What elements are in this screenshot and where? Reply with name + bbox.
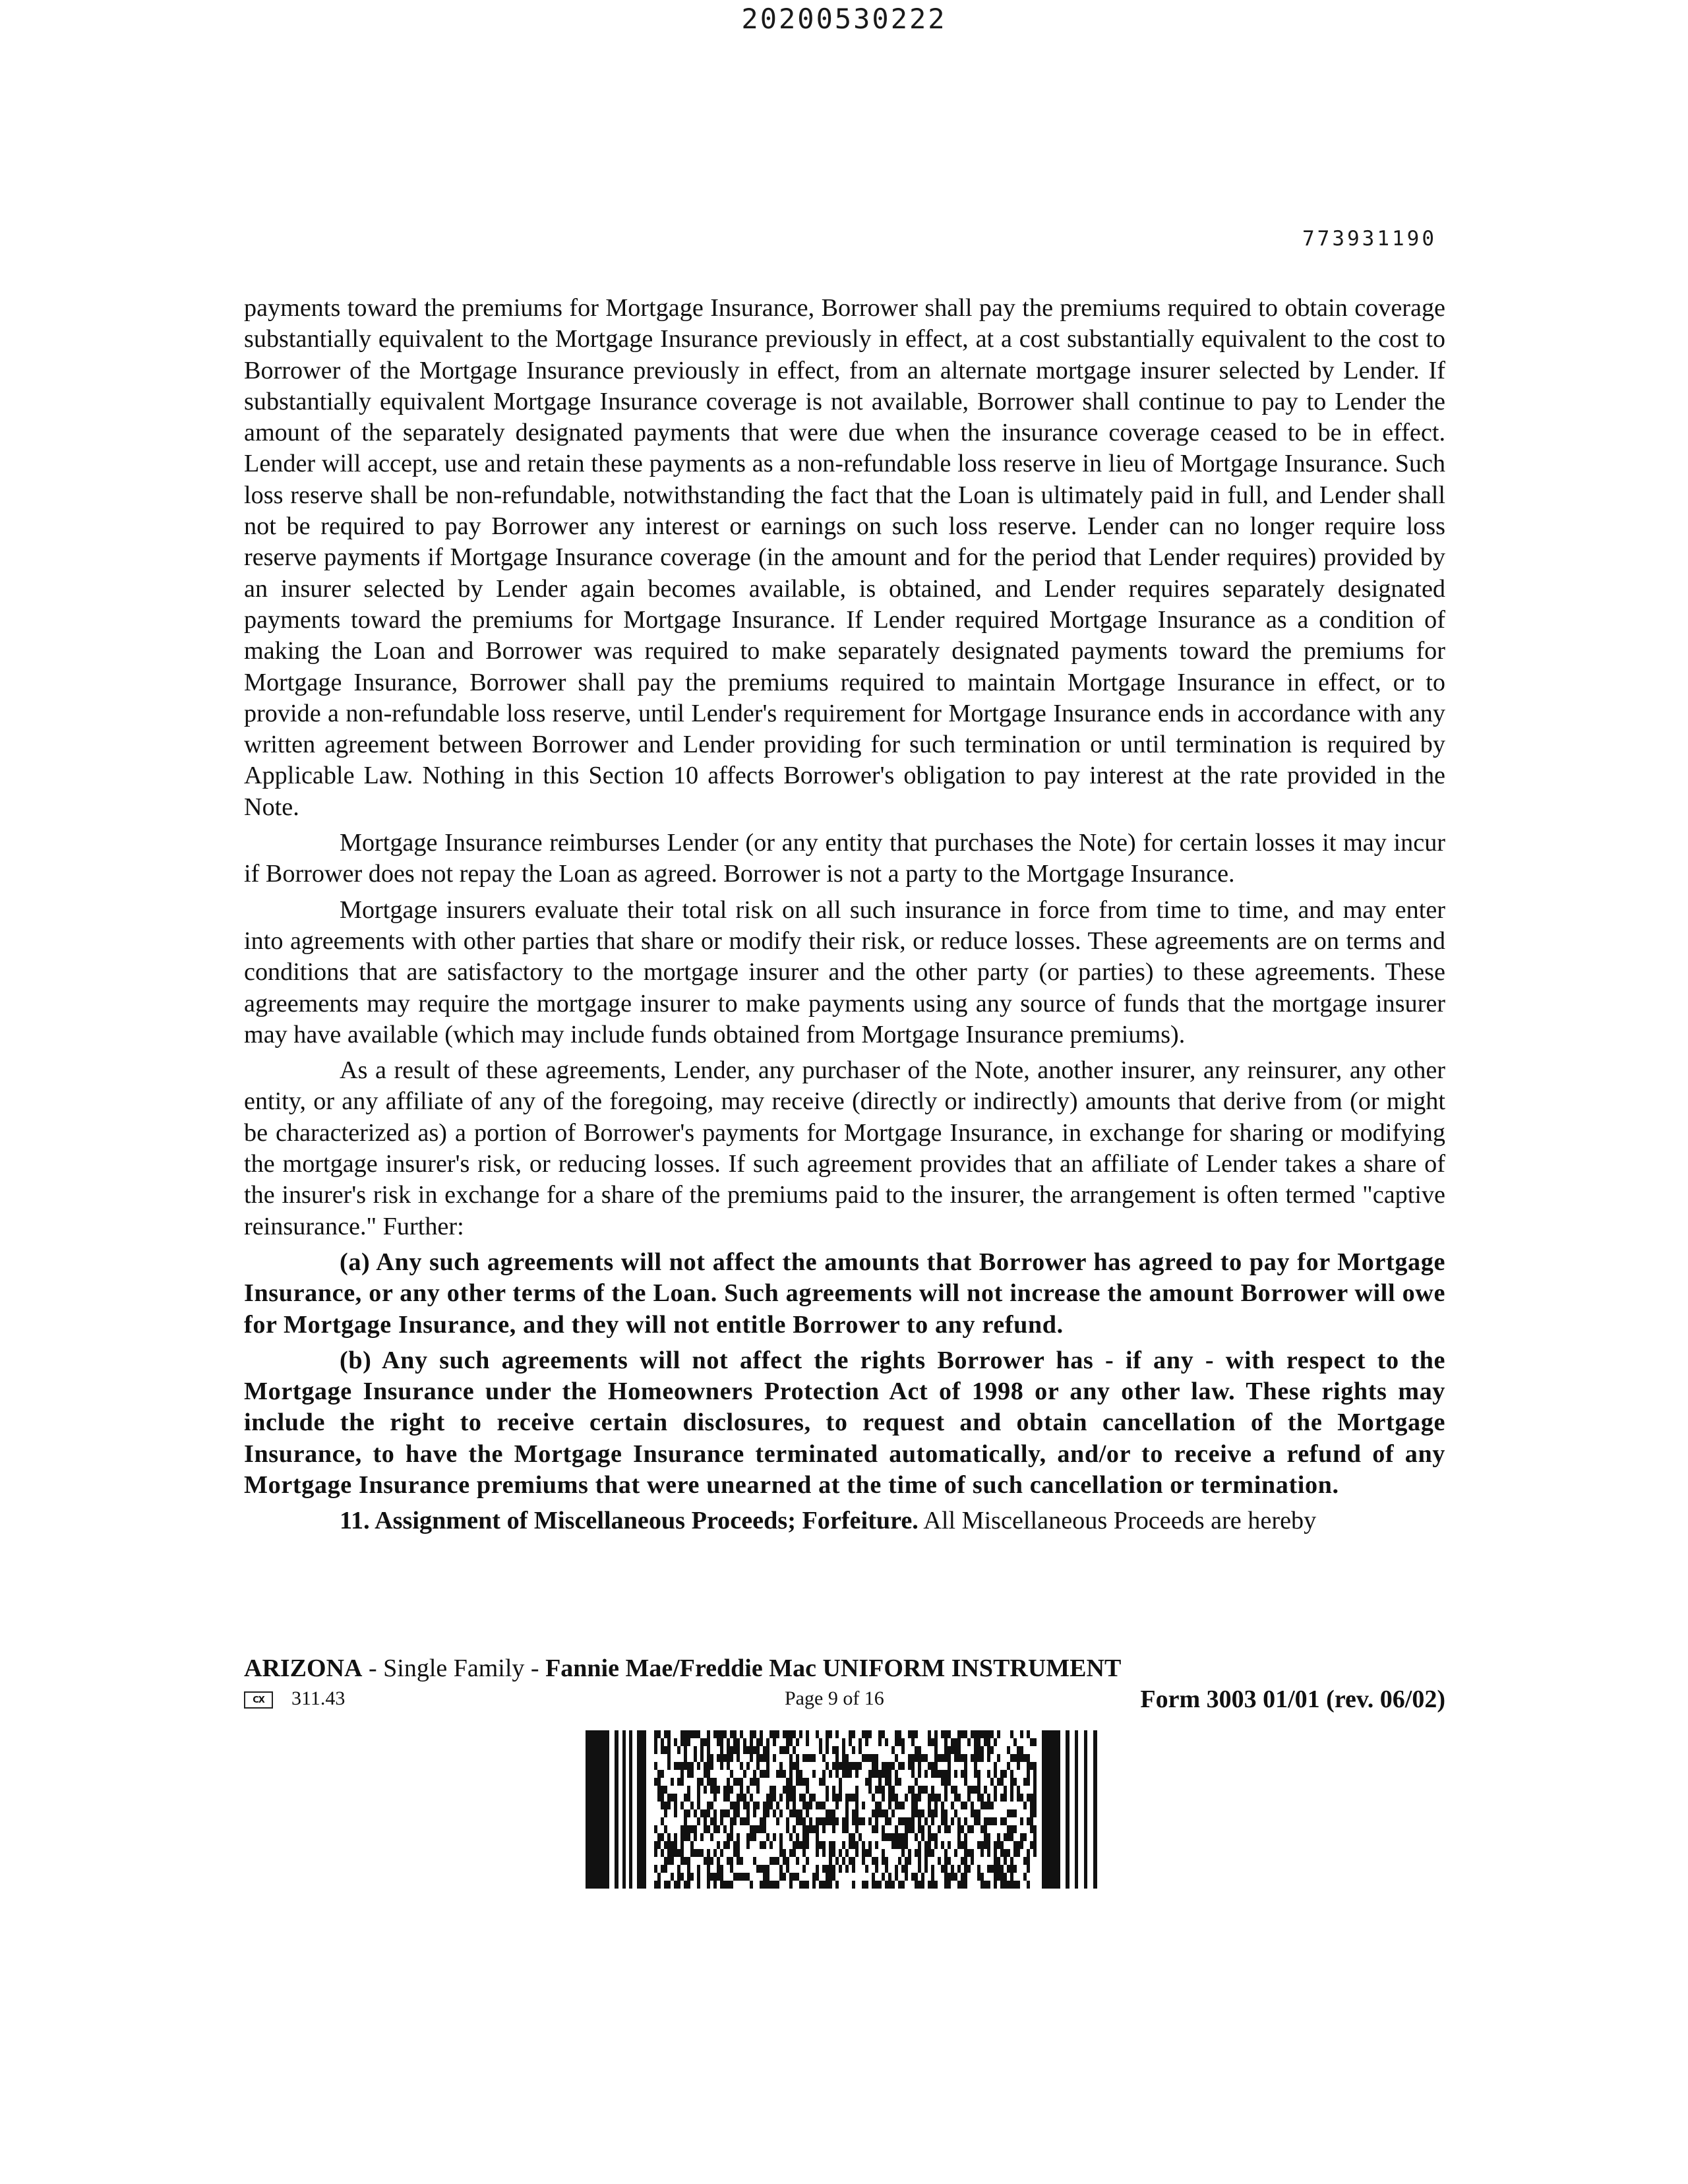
footer-state: ARIZONA bbox=[244, 1654, 363, 1682]
paragraph-reimbursement: Mortgage Insurance reimburses Lender (or any entity that purchases the Note) for certain losses it may incur if Borrower does not repay the Loan as agreed. Borrower is not a party to the Mortgage Insurance. bbox=[244, 829, 1445, 888]
form-name: Form 3003 01/01 (rev. 06/02) bbox=[1140, 1685, 1445, 1713]
barcode-stop-pattern bbox=[1042, 1730, 1097, 1889]
paragraph-clause-b: (b) Any such agreements will not affect the rights Borrower has - if any - with respect to the Mortgage Insurance under the Homeowners Protection Act of 1998 or any other law. These rights may include the right to receive certain disclosures, to request and obtain cancellation of the Mortgage Insurance, to have the Mortgage Insurance terminated automatically, and/or to receive a refund of any Mortgage Insurance premiums that were unearned at the time of such cancellation or termination. bbox=[244, 1346, 1445, 1499]
footer-instrument-line bbox=[244, 1653, 1445, 1684]
paragraph-section-11 bbox=[244, 1505, 1445, 1536]
footer-form-line bbox=[244, 1685, 1445, 1719]
paragraph-continuation: payments toward the premiums for Mortgage Insurance, Borrower shall pay the premiums required to obtain coverage substantially equivalent to the Mortgage Insurance previously in effect, at a cost substantially equivalent to the cost to Borrower of the Mortgage Insurance previously in effect, from an alternate mortgage insurer selected by Lender. If substantially equivalent Mortgage Insurance coverage is not available, Borrower shall continue to pay to Lender the amount of the separately designated payments that were due when the insurance coverage ceased to be in effect. Lender will accept, use and retain these payments as a non-refundable loss reserve in lieu of Mortgage Insurance. Such loss reserve shall be non-refundable, notwithstanding the fact that the Loan is ultimately paid in full, and Lender shall not be required to pay Borrower any interest or earnings on such loss reserve. Lender can no longer require loss reserve payments if Mortgage Insurance coverage (in the amount and for the period that Lender requires) provided by an insurer selected by Lender again becomes available, is obtained, and Lender requires separately designated payments toward the premiums for Mortgage Insurance. If Lender required Mortgage Insurance as a condition of making the Loan and Borrower was required to make separately designated payments toward the premiums for Mortgage Insurance, Borrower shall pay the premiums required to maintain Mortgage Insurance in effect, or to provide a non-refundable loss reserve, until Lender's requirement for Mortgage Insurance ends in accordance with any written agreement between Borrower and Lender providing for such termination or until termination is required by Applicable Law. Nothing in this Section 10 affects Borrower's obligation to pay interest at the rate provided in the Note. bbox=[244, 294, 1445, 821]
section-11-heading: 11. Assignment of Miscellaneous Proceeds; Forfeiture. bbox=[340, 1507, 919, 1535]
footer-instrument: Fannie Mae/Freddie Mac UNIFORM INSTRUMENT bbox=[545, 1654, 1122, 1682]
barcode-data-modules bbox=[654, 1730, 1037, 1889]
pdf417-barcode bbox=[586, 1730, 1101, 1889]
form-code: 311.43 bbox=[291, 1687, 346, 1709]
paragraph-clause-a: (a) Any such agreements will not affect the amounts that Borrower has agreed to pay for Mortgage Insurance, or any other terms of the Loan. Such agreements will not increase the amount Borrower will owe for Mortgage Insurance, and they will not entitle Borrower to any refund. bbox=[244, 1248, 1445, 1339]
paragraph-captive-reinsurance: As a result of these agreements, Lender, any purchaser of the Note, another insurer, any reinsurer, any other entity, or any affiliate of any of the foregoing, may receive (directly or indirectly) amounts that derive from (or might be characterized as) a portion of Borrower's payments for Mortgage Insurance, in exchange for sharing or modifying the mortgage insurer's risk, or reducing losses. If such agreement provides that an affiliate of Lender takes a share of the insurer's risk in exchange for a share of the premiums paid to the insurer, the arrangement is often termed "captive reinsurance." Further: bbox=[244, 1056, 1445, 1240]
barcode-start-pattern bbox=[586, 1730, 646, 1889]
form-footer bbox=[244, 1653, 1445, 1719]
document-body bbox=[244, 293, 1445, 1542]
section-11-text: All Miscellaneous Proceeds are hereby bbox=[918, 1507, 1317, 1535]
recording-number: 20200530222 bbox=[741, 3, 947, 35]
form-logo-icon bbox=[244, 1691, 273, 1709]
paragraph-insurer-agreements: Mortgage insurers evaluate their total risk on all such insurance in force from time to time, and may enter into agreements with other parties that share or modify their risk, or reduce losses. These agreements are on terms and conditions that are satisfactory to the mortgage insurer and the other party (or parties) to these agreements. These agreements may require the mortgage insurer to make payments using any source of funds that the mortgage insurer may have available (which may include funds obtained from Mortgage Insurance premiums). bbox=[244, 895, 1445, 1048]
document-number: 773931190 bbox=[1302, 227, 1437, 251]
form-logo-text: CX bbox=[253, 1695, 264, 1705]
footer-separator: - Single Family - bbox=[362, 1654, 546, 1682]
page-number: Page 9 of 16 bbox=[785, 1687, 884, 1709]
